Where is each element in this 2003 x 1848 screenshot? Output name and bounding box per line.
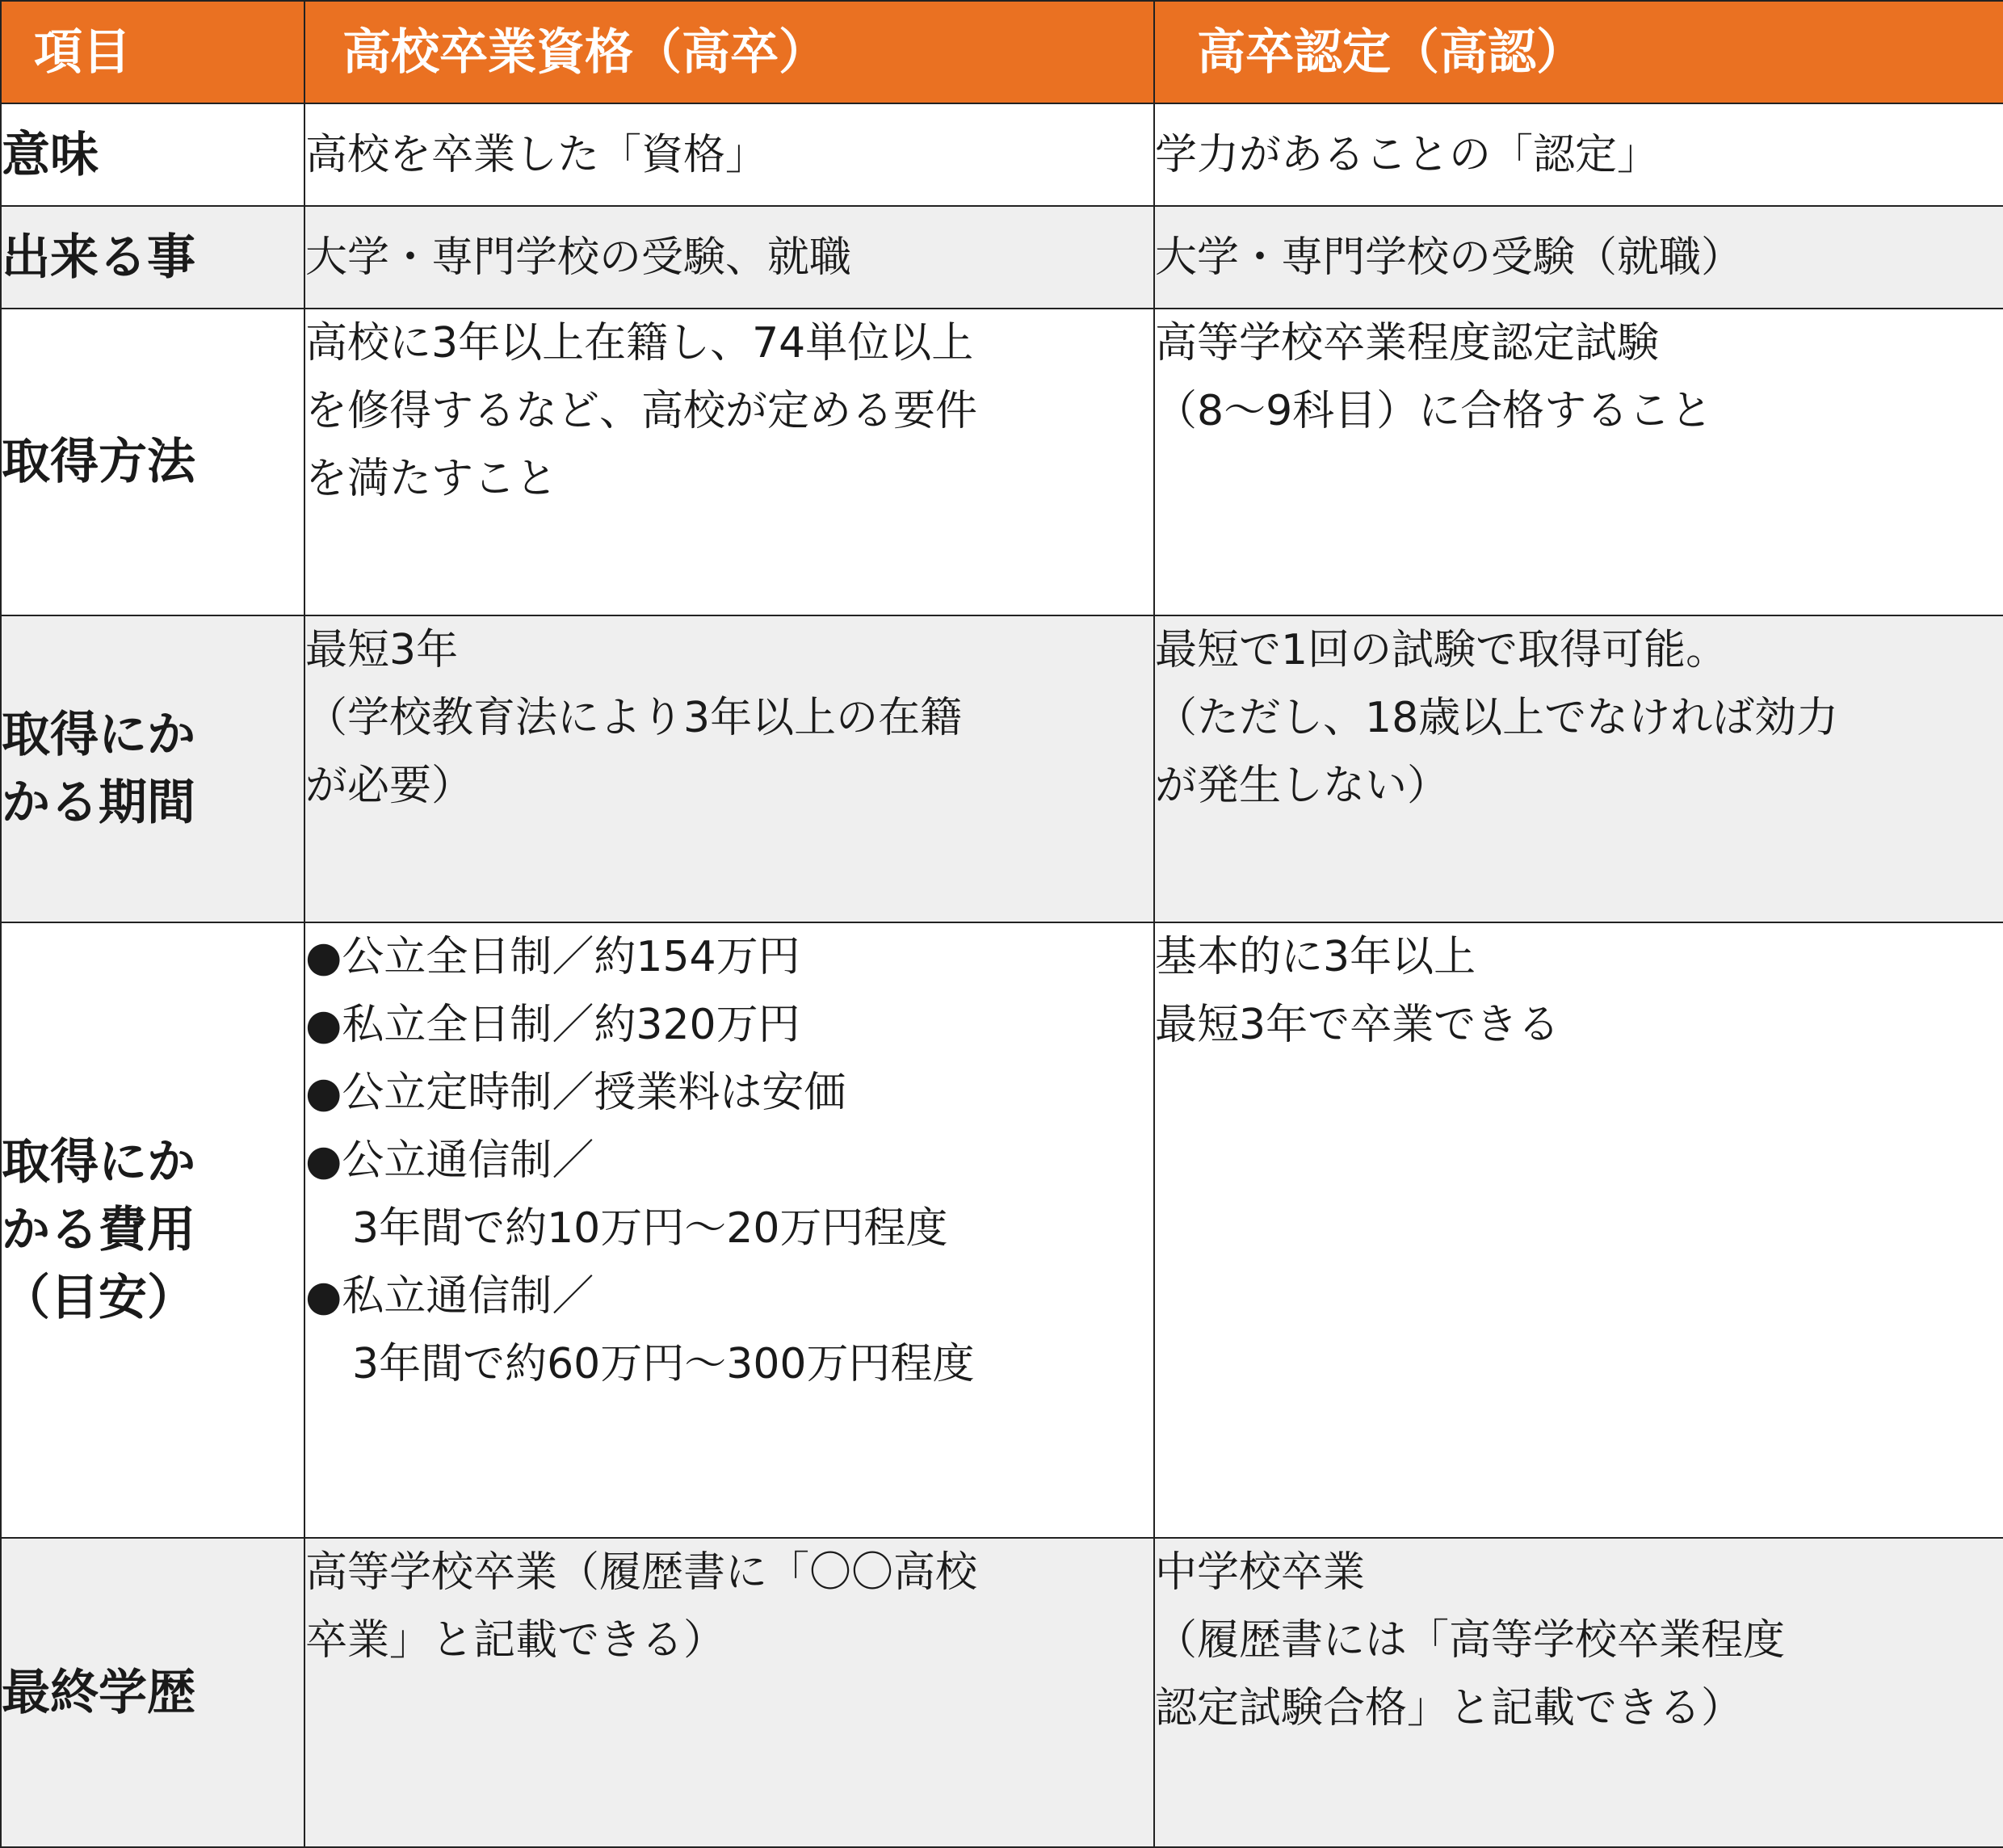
cost-item: ●私立通信制／ <box>305 1272 594 1321</box>
cell-line: が発生しない） <box>1155 762 1450 810</box>
certificate-cell <box>1154 615 2003 922</box>
cell-line: 高等学校卒業（履歴書に「〇〇高校 <box>305 1548 978 1597</box>
cell-line: が必要） <box>305 762 474 810</box>
cost-item-detail: 3年間で約10万円〜20万円程度 <box>352 1204 948 1253</box>
row-label <box>1 615 304 922</box>
table-row-possible <box>1 206 2003 309</box>
diploma-cell <box>304 922 1154 1538</box>
cell-line: 高校を卒業した「資格」 <box>305 130 768 179</box>
table-row-cost <box>1 922 2003 1538</box>
cost-item: ●公立全日制／約154万円 <box>305 933 800 981</box>
header-equivalency-certificate: 高卒認定（高認） <box>1154 1 2003 103</box>
diploma-cell <box>304 615 1154 922</box>
cell-line: 最短3年 <box>305 626 459 674</box>
row-label <box>1 206 304 309</box>
cost-item: ●公立通信制／ <box>305 1136 594 1185</box>
row-label <box>1 103 304 206</box>
cost-item: ●公立定時制／授業料は安価 <box>305 1069 846 1117</box>
certificate-cell <box>1154 103 2003 206</box>
cell-line: 学力があることの「認定」 <box>1155 130 1660 179</box>
table-row-period <box>1 615 2003 922</box>
row-label-line: 取得にか <box>2 1134 195 1191</box>
row-label <box>1 922 304 1538</box>
cell-line: 認定試験合格」と記載できる） <box>1155 1684 1744 1732</box>
certificate-cell <box>1154 922 2003 1538</box>
cell-line: 高等学校卒業程度認定試験 <box>1155 319 1660 368</box>
row-label-line: 出来る事 <box>2 229 195 286</box>
cost-item: ●私立全日制／約320万円 <box>305 1001 800 1049</box>
row-label-line: 意味 <box>2 126 99 183</box>
cell-line: 最短3年で卒業できる <box>1155 1001 1560 1049</box>
cell-line: を満たすこと <box>305 455 558 503</box>
diploma-cell <box>304 1538 1154 1847</box>
table-row-method <box>1 309 2003 615</box>
cell-line: 最短で1回の試験で取得可能。 <box>1155 626 1728 674</box>
cell-line: を修得するなど、高校が定める要件 <box>305 387 978 435</box>
diploma-cell <box>304 103 1154 206</box>
row-label <box>1 309 304 615</box>
cell-line: 高校に3年以上在籍し、74単位以上 <box>305 319 974 368</box>
cell-line: 中学校卒業 <box>1155 1548 1366 1597</box>
cell-line: （8〜9科目）に合格すること <box>1155 387 1713 435</box>
cell-line: （学校教育法により3年以上の在籍 <box>305 694 963 742</box>
cost-item-detail: 3年間で約60万円〜300万円程度 <box>352 1340 975 1388</box>
row-label-line: かる期間 <box>2 775 195 831</box>
certificate-cell <box>1154 1538 2003 1847</box>
certificate-cell <box>1154 309 2003 615</box>
cell-line: （履歴書には「高等学校卒業程度 <box>1155 1616 1786 1665</box>
row-label-line: 最終学歴 <box>2 1664 195 1721</box>
row-label-line: 取得方法 <box>2 434 195 490</box>
header-high-school-diploma: 高校卒業資格（高卒） <box>304 1 1154 103</box>
table-row-final-education <box>1 1538 2003 1847</box>
certificate-cell <box>1154 206 2003 309</box>
table-row-meaning <box>1 103 2003 206</box>
row-label-line: 取得にか <box>2 707 195 763</box>
row-label-line: （目安） <box>2 1270 195 1326</box>
row-label-line: かる費用 <box>2 1202 195 1258</box>
cell-line: 大学・専門学校の受験、就職 <box>305 233 852 282</box>
cell-line: 卒業」と記載できる） <box>305 1616 726 1665</box>
diploma-cell <box>304 309 1154 615</box>
header-item: 項目 <box>1 1 304 103</box>
diploma-cell <box>304 206 1154 309</box>
row-label <box>1 1538 304 1847</box>
table-header-row <box>1 1 2003 103</box>
cell-line: （ただし、18歳以上でなければ効力 <box>1155 694 1839 742</box>
cell-line: 基本的に3年以上 <box>1155 933 1476 981</box>
cell-line: 大学・専門学校の受験（就職） <box>1155 233 1744 282</box>
